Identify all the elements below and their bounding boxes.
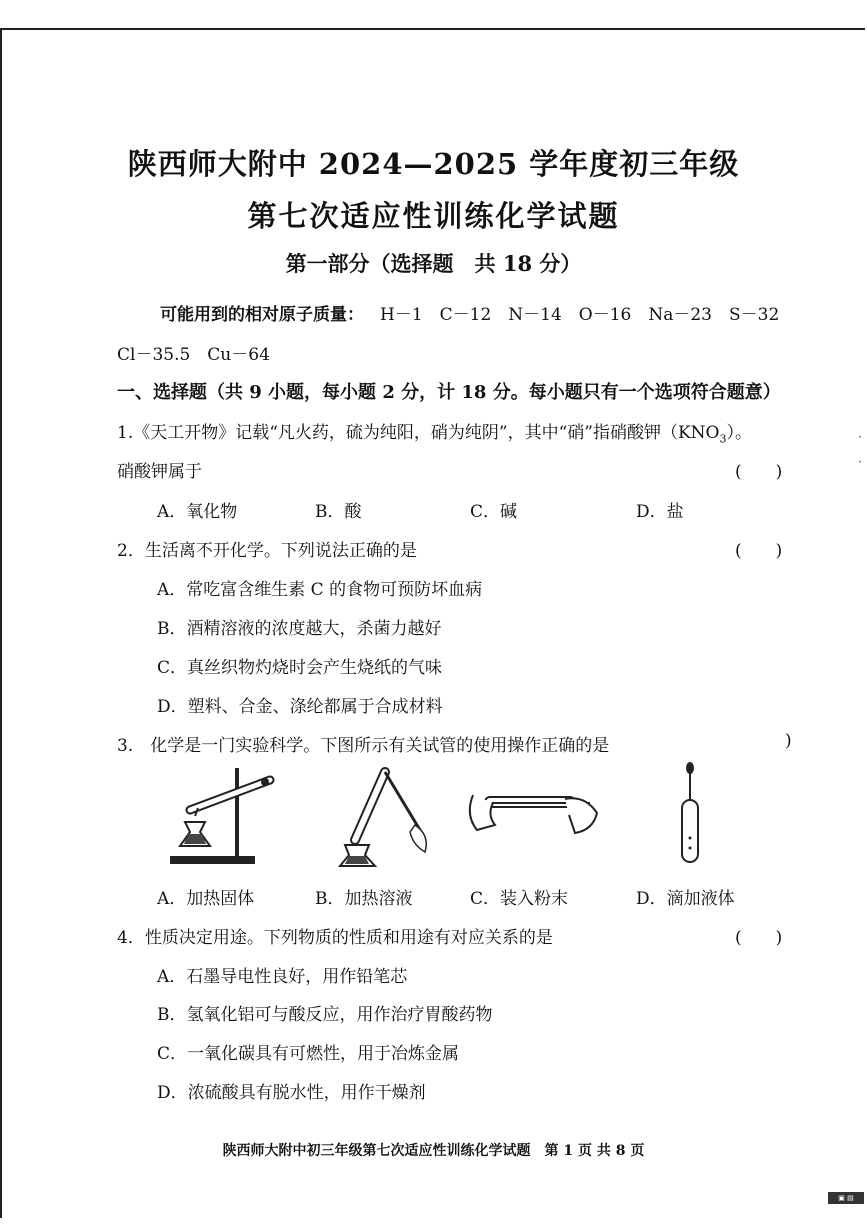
atomic-masses-line1: H－1 C－12 N－14 O－16 Na－23 S－32	[380, 305, 780, 325]
exam-title-line1: 陕西师大附中 2024—2025 学年度初三年级	[127, 147, 740, 181]
section-heading: 一、选择题（共 9 小题，每小题 2 分，计 18 分。每小题只有一个选项符合题意）	[117, 382, 781, 403]
q1-option-d: D．盐	[636, 502, 684, 522]
q3-answer-bracket: )	[785, 731, 792, 751]
exam-title-line2: 第七次适应性训练化学试题	[247, 199, 620, 233]
q2-option-b: B．酒精溶液的浓度越大，杀菌力越好	[157, 619, 442, 639]
q3-option-b: B．加热溶液	[315, 889, 413, 909]
edge-scan-mark: ·	[858, 430, 862, 444]
figure-loading-powder	[465, 775, 605, 845]
q2-stem: 2．生活离不开化学。下列说法正确的是	[117, 541, 417, 561]
q2-option-a: A．常吃富含维生素 C 的食物可预防坏血病	[157, 580, 483, 600]
q1-option-a: A．氧化物	[157, 502, 238, 522]
q4-stem: 4．性质决定用途。下列物质的性质和用途有对应关系的是	[117, 928, 553, 948]
q4-option-d: D．浓硫酸具有脱水性，用作干燥剂	[157, 1083, 426, 1103]
figure-heating-solid	[160, 760, 290, 870]
q3-stem: 3. 化学是一门实验科学。下图所示有关试管的使用操作正确的是	[117, 736, 610, 756]
part-title: 第一部分（选择题 共 18 分）	[285, 251, 582, 276]
q3-option-a: A．加热固体	[157, 889, 255, 909]
edge-scan-mark: ·	[858, 455, 862, 469]
figure-dropping-liquid	[675, 760, 705, 870]
q1-stem-text: 1.《天工开物》记载“凡火药，硫为纯阳，硝为纯阴”，其中“硝”指硝酸钾（KNO	[117, 423, 720, 443]
q1-stem-subscript: 3	[719, 432, 727, 446]
figure-heating-solution	[335, 760, 445, 870]
q4-option-a: A．石墨导电性良好，用作铅笔芯	[157, 967, 408, 987]
q1-option-b: B．酸	[315, 502, 362, 522]
q3-option-c: C．装入粉末	[470, 889, 569, 909]
q4-option-b: B．氢氧化铝可与酸反应，用作治疗胃酸药物	[157, 1005, 493, 1025]
q2-answer-bracket: ( )	[735, 541, 783, 561]
q1-option-c: C．碱	[470, 502, 518, 522]
q2-option-d: D．塑料、合金、涤纶都属于合成材料	[157, 697, 443, 717]
q4-answer-bracket: ( )	[735, 928, 783, 948]
q2-option-c: C．真丝织物灼烧时会产生烧纸的气味	[157, 658, 443, 678]
q1-stem-end: ）。	[726, 423, 752, 443]
q3-option-d: D．滴加液体	[636, 889, 735, 909]
watermark-logo-icon: ▣ ▤	[828, 1192, 864, 1204]
q1-answer-bracket: ( )	[735, 462, 783, 482]
q1-stem	[117, 418, 752, 445]
page-footer: 陕西师大附中初三年级第七次适应性训练化学试题 第 1 页 共 8 页	[222, 1143, 645, 1159]
q1-stem-line2: 硝酸钾属于	[117, 462, 202, 482]
q4-option-c: C．一氧化碳具有可燃性，用于冶炼金属	[157, 1044, 460, 1064]
atomic-masses-line2: Cl－35.5 Cu－64	[117, 345, 270, 365]
atomic-mass-label: 可能用到的相对原子质量：	[160, 305, 364, 325]
